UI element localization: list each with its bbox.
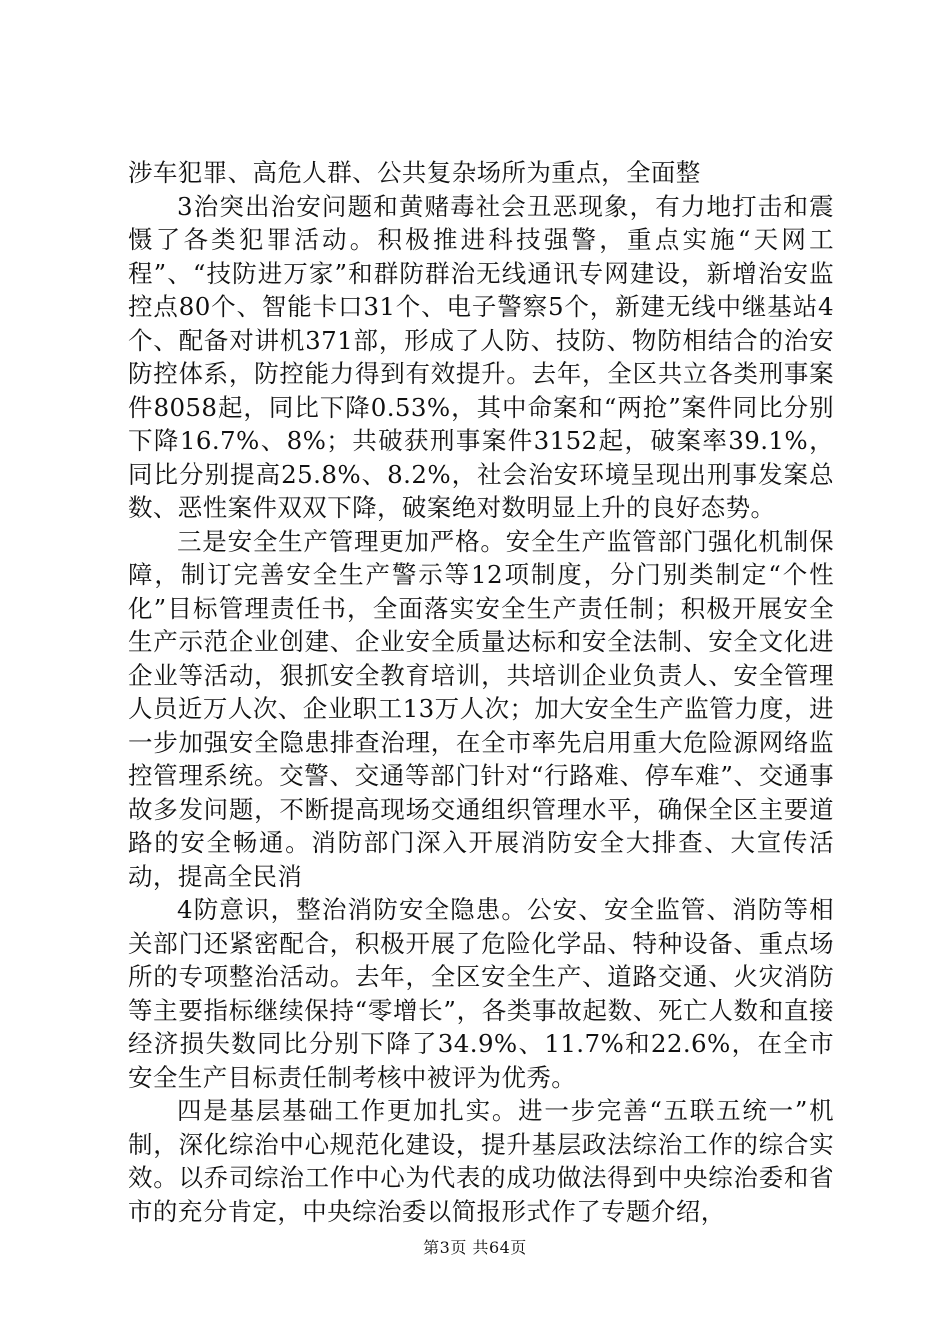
page-number-label: 第3页 共64页	[423, 1238, 527, 1257]
paragraph-fire-safety: 4防意识，整治消防安全隐患。公安、安全监管、消防等相关部门还紧密配合，积极开展了危险化学品、特种设备、重点场所的专项整治活动。去年，全区安全生产、道路交通、火灾消防等主要指标继续保持“零增长”，各类事故起数、死亡人数和直接经济损失数同比分别下降了34.9%、11.7%和22.6%，在全市安全生产目标责任制考核中被评为优秀。	[128, 895, 834, 1092]
paragraph-work-safety: 三是安全生产管理更加严格。安全生产监管部门强化机制保障，制订完善安全生产警示等12项制度，分门别类制定“个性化”目标管理责任书，全面落实安全生产责任制；积极开展安全生产示范企业创建、企业安全质量达标和安全法制、安全文化进企业等活动，狠抓安全教育培训，共培训企业负责人、安全管理人员近万人次、企业职工13万人次；加大安全生产监管力度，进一步加强安全隐患排查治理，在全市率先启用重大危险源网络监控管理系统。交警、交通等部门针对“行路难、停车难”、交通事故多发问题，不断提高现场交通组织管理水平，确保全区主要道路的安全畅通。消防部门深入开展消防安全大排查、大宣传活动，提高全民消	[128, 526, 834, 891]
paragraph-public-security: 3治突出治安问题和黄赌毒社会丑恶现象，有力地打击和震慑了各类犯罪活动。积极推进科技强警，重点实施“天网工程”、“技防进万家”和群防群治无线通讯专网建设，新增治安监控点80个、智能卡口31个、电子警察5个，新建无线中继基站4个、配备对讲机371部，形成了人防、技防、物防相结合的治安防控体系，防控能力得到有效提升。去年，全区共立各类刑事案件8058起，同比下降0.53%，其中命案和“两抢”案件同比分别下降16.7%、8%；共破获刑事案件3152起，破案率39.1%，同比分别提高25.8%、8.2%，社会治安环境呈现出刑事发案总数、恶性案件双双下降，破案绝对数明显上升的良好态势。	[128, 191, 834, 522]
document-body	[128, 156, 834, 1228]
paragraph-grassroots-work: 四是基层基础工作更加扎实。进一步完善“五联五统一”机制，深化综治中心规范化建设，提升基层政法综治工作的综合实效。以乔司综治工作中心为代表的成功做法得到中央综治委和省市的充分肯定，中央综治委以简报形式作了专题介绍，	[128, 1096, 834, 1226]
page-footer	[0, 1238, 950, 1258]
paragraph-continuation: 涉车犯罪、高危人群、公共复杂场所为重点，全面整	[128, 158, 701, 187]
